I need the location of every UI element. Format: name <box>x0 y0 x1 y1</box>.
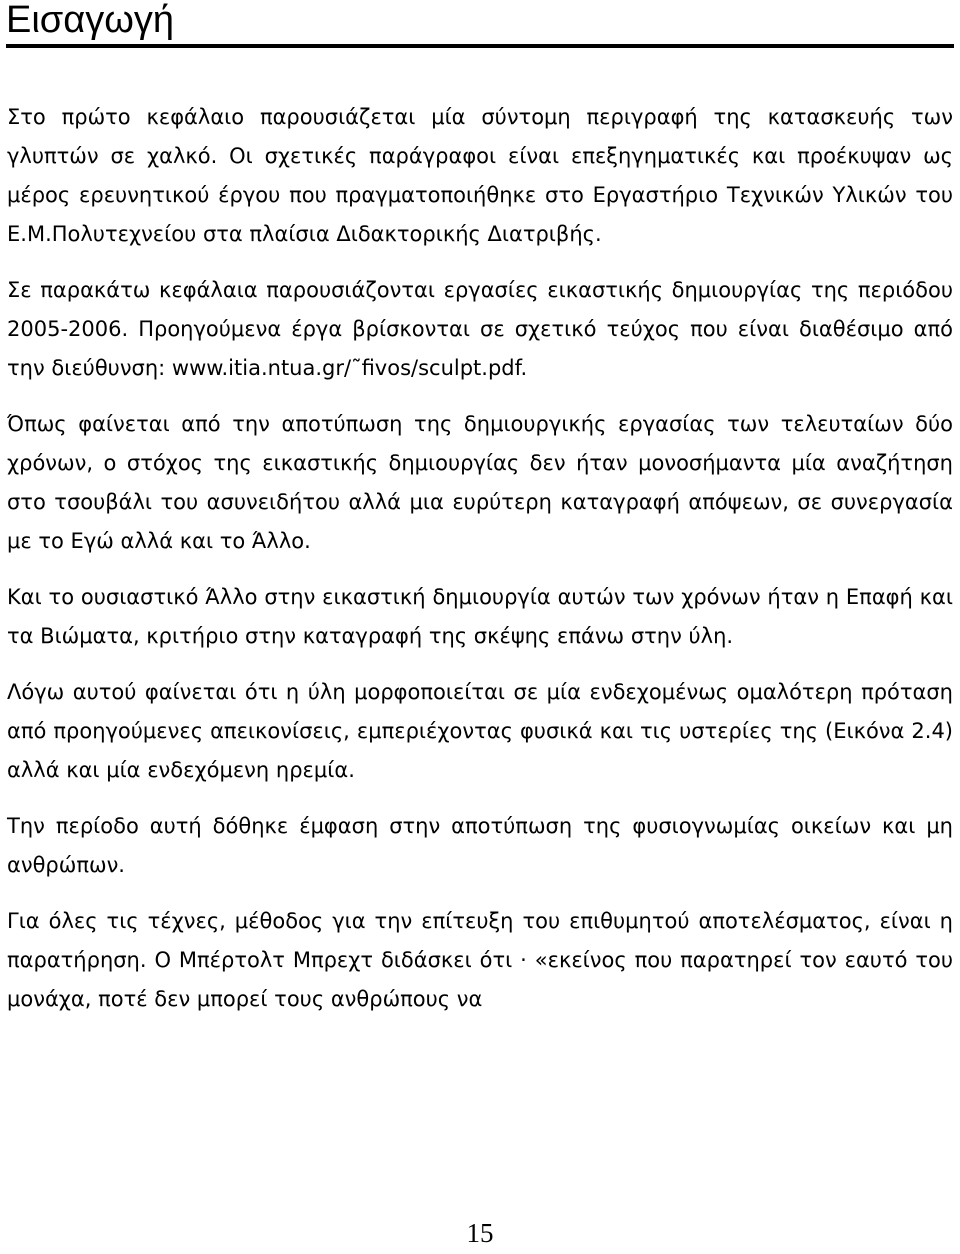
page-number: 15 <box>466 1218 494 1248</box>
paragraph-4: Και το ουσιαστικό Άλλο στην εικαστική δημιουργία αυτών των χρόνων ήταν η Επαφή και τα Βιώματα, κριτήριο στην καταγραφή της σκέψης επάνω στην ύλη. <box>7 585 953 648</box>
paragraph-2: Σε παρακάτω κεφάλαια παρουσιάζονται εργασίες εικαστικής δημιουργίας της περιόδου 2005-2006. Προηγούμενα έργα βρίσκονται σε σχετικό τεύχος που είναι διαθέσιμο από την διεύθυνση: www.itia.ntua.gr/˜fivos/sculpt.pdf. <box>7 278 953 380</box>
page-title: Εισαγωγή <box>6 0 954 48</box>
body-text <box>7 98 953 1036</box>
paragraph-7: Για όλες τις τέχνες, μέθοδος για την επίτευξη του επιθυμητού αποτελέσματος, είναι η παρατήρηση. Ο Μπέρτολτ Μπρεχτ διδάσκει ότι · «εκείνος που παρατηρεί τον εαυτό του μονάχα, ποτέ δεν μπορεί τους ανθρώπους να <box>7 909 953 1011</box>
paragraph-5: Λόγω αυτού φαίνεται ότι η ύλη μορφοποιείται σε μία ενδεχομένως ομαλότερη πρόταση από προηγούμενες απεικονίσεις, εμπεριέχοντας φυσικά και τις υστερίες της (Εικόνα 2.4) αλλά και μία ενδεχόμενη ηρεμία. <box>7 680 953 782</box>
paragraph-3: Όπως φαίνεται από την αποτύπωση της δημιουργικής εργασίας των τελευταίων δύο χρόνων, ο στόχος της εικαστικής δημιουργίας δεν ήταν μονοσήμαντα μία αναζήτηση στο τσουβάλι του ασυνειδήτου αλλά μια ευρύτερη καταγραφή απόψεων, σε συνεργασία με το Εγώ αλλά και το Άλλο. <box>7 412 953 553</box>
paragraph-1: Στο πρώτο κεφάλαιο παρουσιάζεται μία σύντομη περιγραφή της κατασκευής των γλυπτών σε χαλκό. Οι σχετικές παράγραφοι είναι επεξηγηματικές και προέκυψαν ως μέρος ερευνητικού έργου που πραγματοποιήθηκε στο Εργαστήριο Τεχνικών Υλικών του Ε.Μ.Πολυτεχνείου στα πλαίσια Διδακτορικής Διατριβής. <box>7 105 953 246</box>
paragraph-6: Την περίοδο αυτή δόθηκε έμφαση στην αποτύπωση της φυσιογνωμίας οικείων και μη ανθρώπων. <box>7 814 953 877</box>
